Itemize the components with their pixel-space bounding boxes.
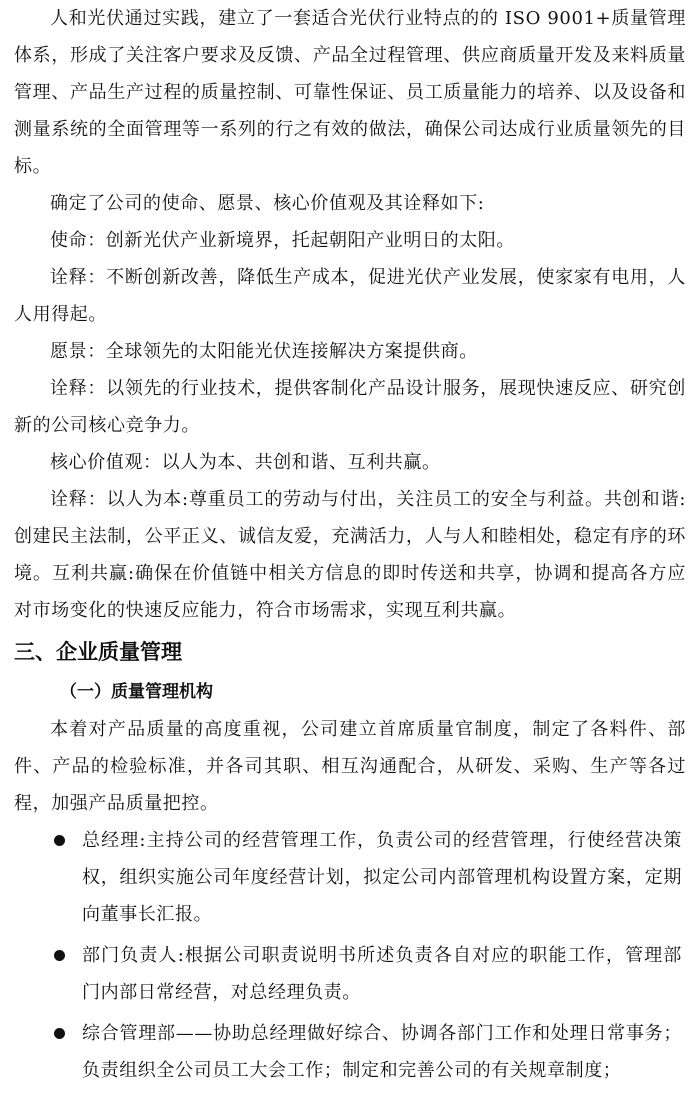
bullet-text: 总经理:主持公司的经营管理工作，负责公司的经营管理，行使经营决策权，组织实施公司年度经营计划，拟定公司内部管理机构设置方案，定期向董事长汇报。 xyxy=(82,830,682,925)
bullet-dot-icon xyxy=(54,835,65,846)
paragraph-intro: 人和光伏通过实践，建立了一套适合光伏行业特点的的 ISO 9001+质量管理体系，形成了关注客户要求及反馈、产品全过程管理、供应商质量开发及来料质量管理、产品生产过程的质量控制、可靠性保证、员工质量能力的培养、以及设备和测量系统的全面管理等一系列的行之有效的做法，确保公司达成行业质量领先的目标。 xyxy=(14,8,686,177)
bullet-text: 部门负责人:根据公司职责说明书所述负责各自对应的职能工作，管理部门内部日常经营，对总经理负责。 xyxy=(82,945,682,1003)
paragraph-vision-note: 诠释：以领先的行业技术，提供客制化产品设计服务，展现快速反应、研究创新的公司核心竞争力。 xyxy=(14,378,686,436)
paragraph-quality-intro: 本着对产品质量的高度重视，公司建立首席质量官制度，制定了各料件、部件、产品的检验标准，并各司其职、相互沟通配合，从研发、采购、生产等各过程，加强产品质量把控。 xyxy=(14,719,686,814)
bullet-dot-icon xyxy=(54,950,65,961)
paragraph-mission: 使命：创新光伏产业新境界，托起朝阳产业明日的太阳。 xyxy=(50,230,515,251)
paragraph-vision: 愿景：全球领先的太阳能光伏连接解决方案提供商。 xyxy=(50,341,478,362)
section-heading: 三、企业质量管理 xyxy=(14,640,182,664)
bullet-list xyxy=(14,822,686,1089)
list-item xyxy=(14,937,686,1011)
list-item xyxy=(14,822,686,933)
list-item xyxy=(14,1015,686,1089)
bullet-dot-icon xyxy=(54,1028,65,1039)
paragraph-mission-intro: 确定了公司的使命、愿景、核心价值观及其诠释如下: xyxy=(50,193,485,214)
body-text-section xyxy=(14,0,686,629)
subsection-heading: （一）质量管理机构 xyxy=(60,682,213,702)
paragraph-values: 核心价值观：以人为本、共创和谐、互利共赢。 xyxy=(50,452,441,473)
paragraph-mission-note: 诠释：不断创新改善，降低生产成本，促进光伏产业发展，使家家有电用，人人用得起。 xyxy=(14,267,686,325)
paragraph-values-note: 诠释：以人为本:尊重员工的劳动与付出，关注员工的安全与利益。共创和谐:创建民主法制，公平正义、诚信友爱，充满活力，人与人和睦相处，稳定有序的环境。互利共赢:确保在价值链中相关方信息的即时传送和共享，协调和提高各方应对市场变化的快速反应能力，符合市场需求，实现互利共赢。 xyxy=(14,489,686,621)
bullet-text: 综合管理部——协助总经理做好综合、协调各部门工作和处理日常事务；负责组织全公司员工大会工作；制定和完善公司的有关规章制度； xyxy=(82,1023,682,1081)
